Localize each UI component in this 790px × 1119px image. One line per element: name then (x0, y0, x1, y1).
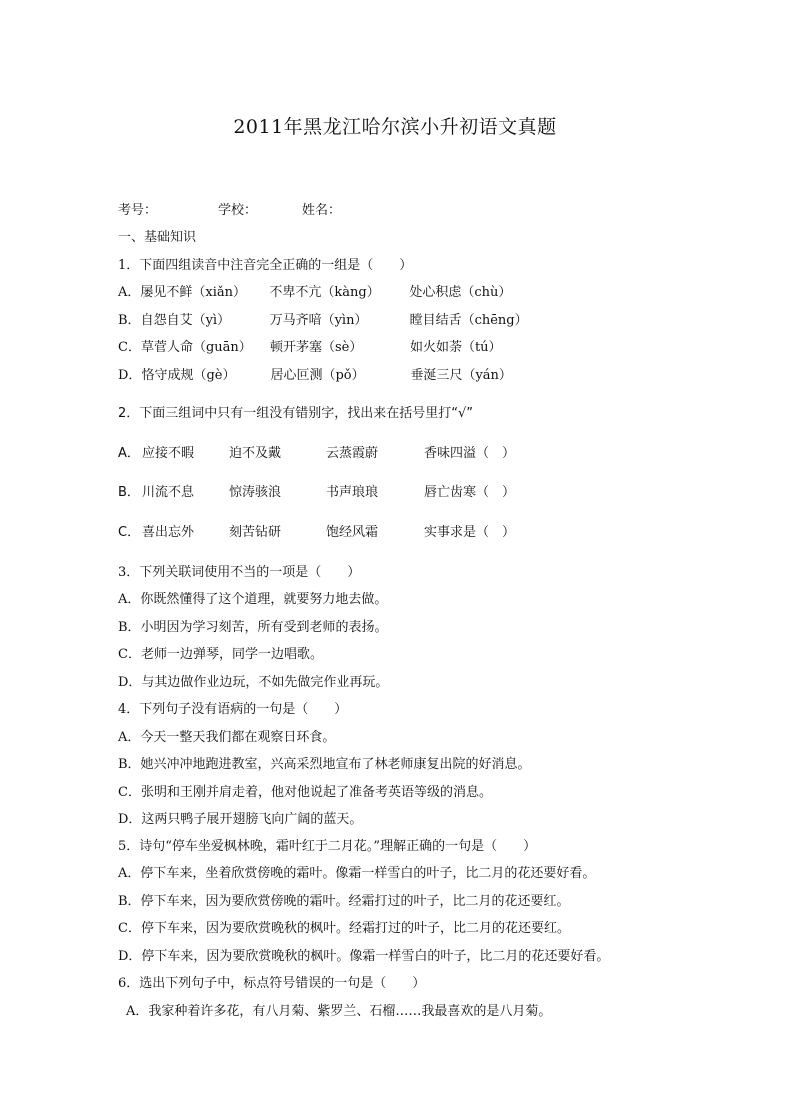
option-label: B． (118, 313, 141, 328)
question-5-option-a: A．停下车来，坐着欣赏傍晚的霜叶。像霜一样雪白的叶子，比二月的花还要好看。 (118, 866, 596, 881)
option-item: 川流不息 (142, 485, 195, 500)
question-3-option-a: A．你既然懂得了这个道理，就要努力地去做。 (118, 592, 388, 607)
option-item: 草菅人命（guān） (140, 340, 252, 355)
option-item: 唇亡齿寒（ ） (424, 485, 516, 500)
option-item: 刻苦钻研 (229, 525, 282, 540)
option-label: A． (118, 446, 140, 461)
option-item: 屡见不鲜（xiǎn） (140, 285, 247, 300)
page-title: 2011年黑龙江哈尔滨小升初语文真题 (233, 116, 557, 138)
option-item: 居心叵测（pǒ） (270, 368, 365, 383)
exam-no-label: 考号： (118, 203, 158, 218)
question-1-option-d (118, 366, 512, 386)
question-5-stem: 5．诗句“停车坐爱枫林晚，霜叶红于二月花。”理解正确的一句是（ ） (118, 839, 537, 854)
option-item: 书声琅琅 (326, 485, 379, 500)
option-item: 如火如荼（tú） (409, 340, 502, 355)
option-item: 迫不及戴 (229, 446, 282, 461)
question-3-stem: 3．下列关联词使用不当的一项是（ ） (118, 565, 361, 580)
name-label: 姓名： (302, 203, 342, 218)
option-item: 恪守成规（gè） (141, 368, 236, 383)
option-item: 自怨自艾（yì） (140, 313, 231, 328)
option-item: 香味四溢（ ） (424, 446, 516, 461)
question-1-stem: 1．下面四组读音中注音完全正确的一组是（ ） (118, 258, 413, 273)
section-heading: 一、基础知识 (118, 230, 197, 245)
option-label: B． (118, 485, 140, 500)
question-5-option-d: D．停下车来，因为要欣赏晚秋的枫叶。像霜一样雪白的叶子，比二月的花还要好看。 (118, 949, 610, 964)
question-5-option-c: C．停下车来，因为要欣赏晚秋的枫叶。经霜打过的叶子，比二月的花还要红。 (118, 921, 570, 936)
question-6-stem: 6．选出下列句子中，标点符号错误的一句是（ ） (118, 976, 426, 991)
option-label: D． (118, 368, 142, 383)
option-item: 顿开茅塞（sè） (269, 340, 363, 355)
option-item: 万马齐喑（yìn） (269, 313, 368, 328)
option-item: 不卑不亢（kàng） (269, 285, 380, 300)
option-label: C． (118, 340, 141, 355)
question-4-stem: 4．下列句子没有语病的一句是（ ） (118, 702, 348, 717)
option-item: 喜出忘外 (142, 525, 195, 540)
question-4-option-d: D．这两只鸭子展开翅膀飞向广阔的蓝天。 (118, 812, 363, 827)
exam-header (118, 201, 341, 221)
question-2-option-c (118, 523, 515, 543)
question-1-option-b (118, 311, 528, 331)
option-item: 瞠目结舌（chēng） (409, 313, 528, 328)
option-item: 应接不暇 (142, 446, 195, 461)
question-1-option-a (118, 283, 511, 303)
question-4-option-b: B．她兴冲冲地跑进教室，兴高采烈地宣布了林老师康复出院的好消息。 (118, 757, 531, 772)
option-item: 饱经风霜 (326, 525, 379, 540)
question-4-option-a: A．今天一整天我们都在观察日环食。 (118, 730, 336, 745)
question-3-option-b: B．小明因为学习刻苦，所有受到老师的表扬。 (118, 620, 388, 635)
option-item: 惊涛骇浪 (229, 485, 282, 500)
option-item: 实事求是（ ） (424, 525, 516, 540)
option-item: 处心积虑（chù） (409, 285, 512, 300)
question-5-option-b: B．停下车来，因为要欣赏傍晚的霜叶。经霜打过的叶子，比二月的花还要红。 (118, 894, 570, 909)
option-label: A． (118, 285, 141, 300)
option-label: C． (118, 525, 141, 540)
option-item: 垂涎三尺（yán） (410, 368, 512, 383)
question-2-option-b (118, 483, 515, 503)
question-1-option-c (118, 338, 502, 358)
question-3-option-c: C．老师一边弹琴，同学一边唱歌。 (118, 647, 323, 662)
question-3-option-d: D．与其边做作业边玩，不如先做完作业再玩。 (118, 675, 389, 690)
option-item: 云蒸霞蔚 (326, 446, 379, 461)
question-4-option-c: C．张明和王刚并肩走着，他对他说起了准备考英语等级的消息。 (118, 785, 492, 800)
school-label: 学校： (218, 203, 258, 218)
question-6-option-a: A．我家种着许多花，有八月菊、紫罗兰、石榴……我最喜欢的是八月菊。 (126, 1004, 552, 1019)
question-2-stem: 2．下面三组词中只有一组没有错别字，找出来在括号里打“√” (118, 406, 474, 421)
question-2-option-a (118, 444, 515, 464)
